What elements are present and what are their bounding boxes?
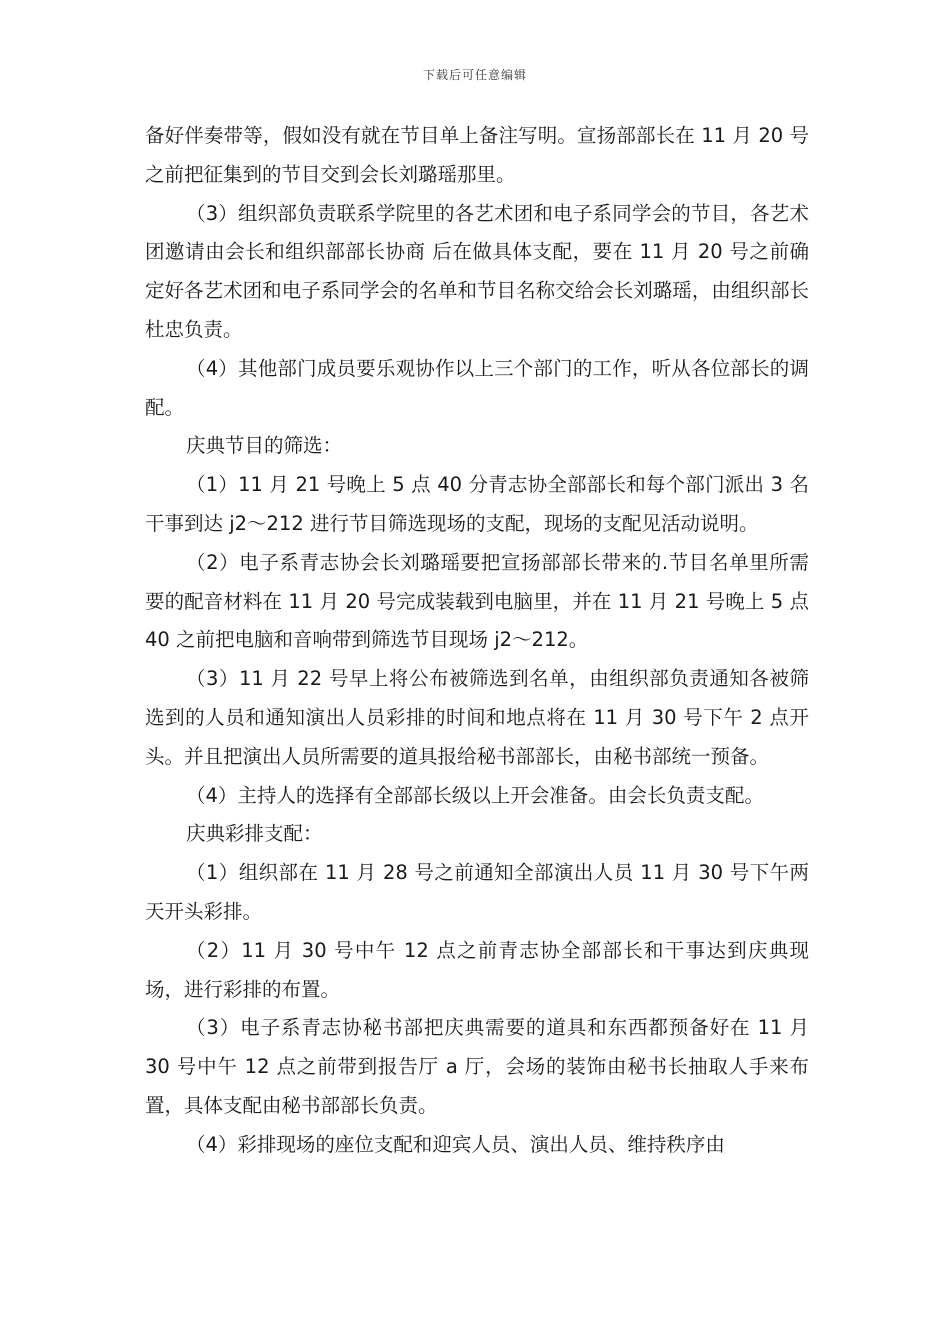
paragraph: （4）其他部门成员要乐观协作以上三个部门的工作，听从各位部长的调配。 (145, 356, 809, 419)
section-heading: 庆典彩排支配： (186, 822, 323, 846)
paragraph: （2）11 月 30 号中午 12 点之前青志协全部部长和干事达到庆典现场，进行彩排的布置。 (145, 938, 809, 1001)
paragraph: 备好伴奏带等，假如没有就在节目单上备注写明。宣扬部部长在 11 月 20 号之前把征集到的节目交到会长刘璐瑶那里。 (145, 124, 809, 186)
paragraph: （3）电子系青志协秘书部把庆典需要的道具和东西都预备好在 11 月 30 号中午 12 点之前带到报告厅 a 厅，会场的装饰由秘书长抽取人手来布置，具体支配由秘书部部长负责。 (145, 1016, 809, 1117)
paragraph: （1）11 月 21 号晚上 5 点 40 分青志协全部部长和每个部门派出 3 名干事到达 j2～212 进行节目筛选现场的支配，现场的支配见活动说明。 (145, 473, 809, 535)
page-header: 下载后可任意编辑 (422, 68, 527, 82)
paragraph: （4）彩排现场的座位支配和迎宾人员、演出人员、维持秩序由 (186, 1132, 725, 1156)
paragraph: （3）组织部负责联系学院里的各艺术团和电子系同学会的节目，各艺术团邀请由会长和组织部部长协商 后在做具体支配，要在 11 月 20 号之前确定好各艺术团和电子系同学会的名单和节目名称交给会长刘璐瑶，由组织部长杜忠负责。 (145, 201, 809, 341)
paragraph: （3）11 月 22 号早上将公布被筛选到名单，由组织部负责通知各被筛选到的人员和通知演出人员彩排的时间和地点将在 11 月 30 号下午 2 点开头。并且把演出人员所需要的道具报给秘书部部长，由秘书部统一预备。 (145, 667, 809, 768)
paragraph: （4）主持人的选择有全部部长级以上开会准备。由会长负责支配。 (186, 783, 764, 807)
paragraph: （1）组织部在 11 月 28 号之前通知全部演出人员 11 月 30 号下午两天开头彩排。 (145, 861, 809, 923)
paragraph: （2）电子系青志协会长刘璐瑶要把宣扬部部长带来的.节目名单里所需要的配音材料在 11 月 20 号完成装载到电脑里，并在 11 月 21 号晚上 5 点 40 之前把电脑和音响带到筛选节目现场 j2～212。 (145, 550, 809, 652)
document-body (145, 117, 809, 1165)
section-heading: 庆典节目的筛选： (186, 434, 343, 458)
